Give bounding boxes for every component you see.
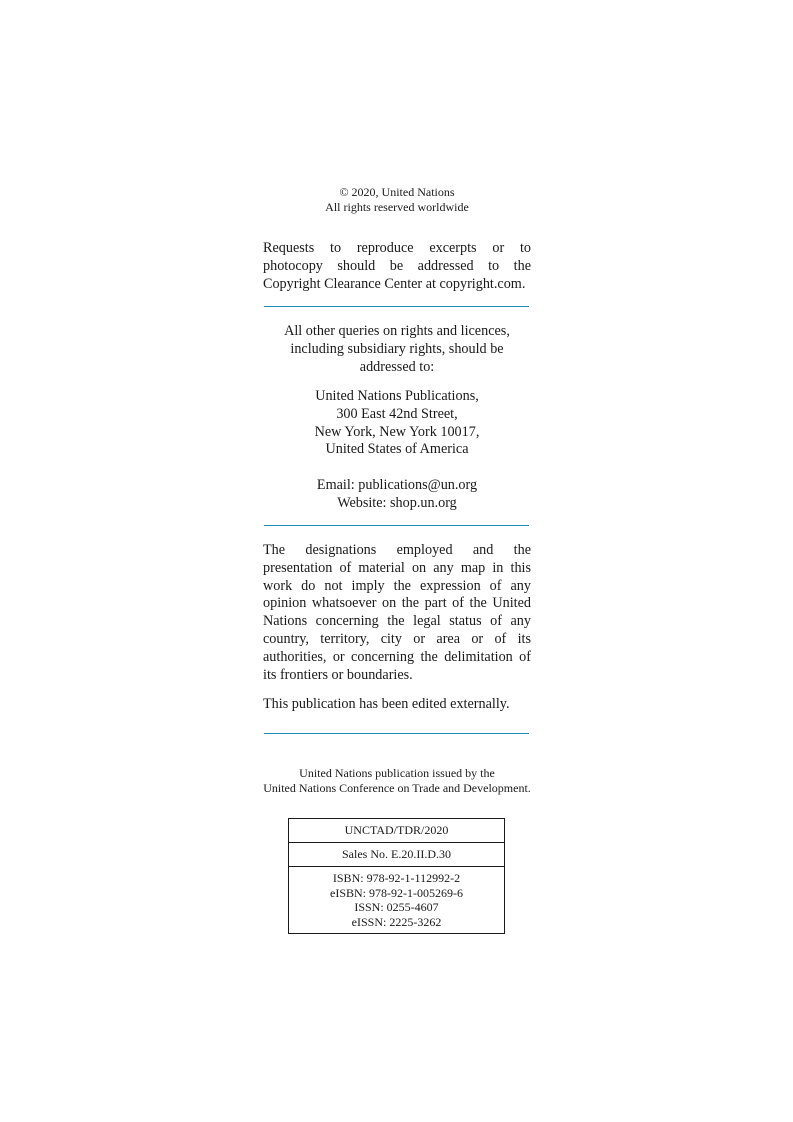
eisbn: eISBN: 978-92-1-005269-6 (330, 885, 463, 900)
isbn: ISBN: 978-92-1-112992-2 (332, 871, 461, 885)
address-line: United Nations Publications, (315, 388, 479, 404)
website-line: Website: shop.un.org (337, 494, 457, 511)
section-divider (264, 733, 529, 734)
document-symbol: UNCTAD/TDR/2020 (289, 819, 504, 843)
publication-identifiers-box (288, 818, 505, 934)
sales-number: Sales No. E.20.II.D.30 (289, 843, 504, 867)
serial-numbers (289, 867, 504, 933)
contact-info (263, 477, 531, 513)
copyright-notice (263, 185, 531, 215)
designations-disclaimer: The designations employed and the presentation of material on any map in this work do not imply the expression of any opinion whatsoever on the part of the United Nations concerning the legal status of any country, territory, city or area or of its authorities, or concerning the delimitation of its frontiers or boundaries. (263, 542, 531, 683)
section-divider (264, 306, 529, 307)
issn: ISSN: 0255-4607 (354, 900, 439, 914)
section-divider (264, 525, 529, 526)
address-line: United States of America (325, 441, 469, 458)
reproduction-paragraph: Requests to reproduce excerpts or to photocopy should be addressed to the Copyright Clearance Center at copyright.com. (263, 240, 531, 292)
eissn: eISSN: 2225-3262 (351, 914, 442, 929)
address-line: New York, New York 10017, (314, 423, 480, 440)
email-line: Email: publications@un.org (316, 477, 478, 493)
mailing-address (263, 388, 531, 459)
issued-by-note (263, 766, 531, 795)
edited-externally-note: This publication has been edited externally. (263, 696, 510, 712)
issued-line: United Nations publication issued by the (299, 766, 495, 780)
address-line: 300 East 42nd Street, (336, 405, 458, 422)
copyright-line: © 2020, United Nations (339, 185, 455, 199)
issued-line: United Nations Conference on Trade and Development. (263, 780, 531, 795)
rights-reserved-line: All rights reserved worldwide (325, 200, 469, 214)
queries-paragraph: All other queries on rights and licences, including subsidiary rights, should be addressed to: (284, 323, 510, 375)
